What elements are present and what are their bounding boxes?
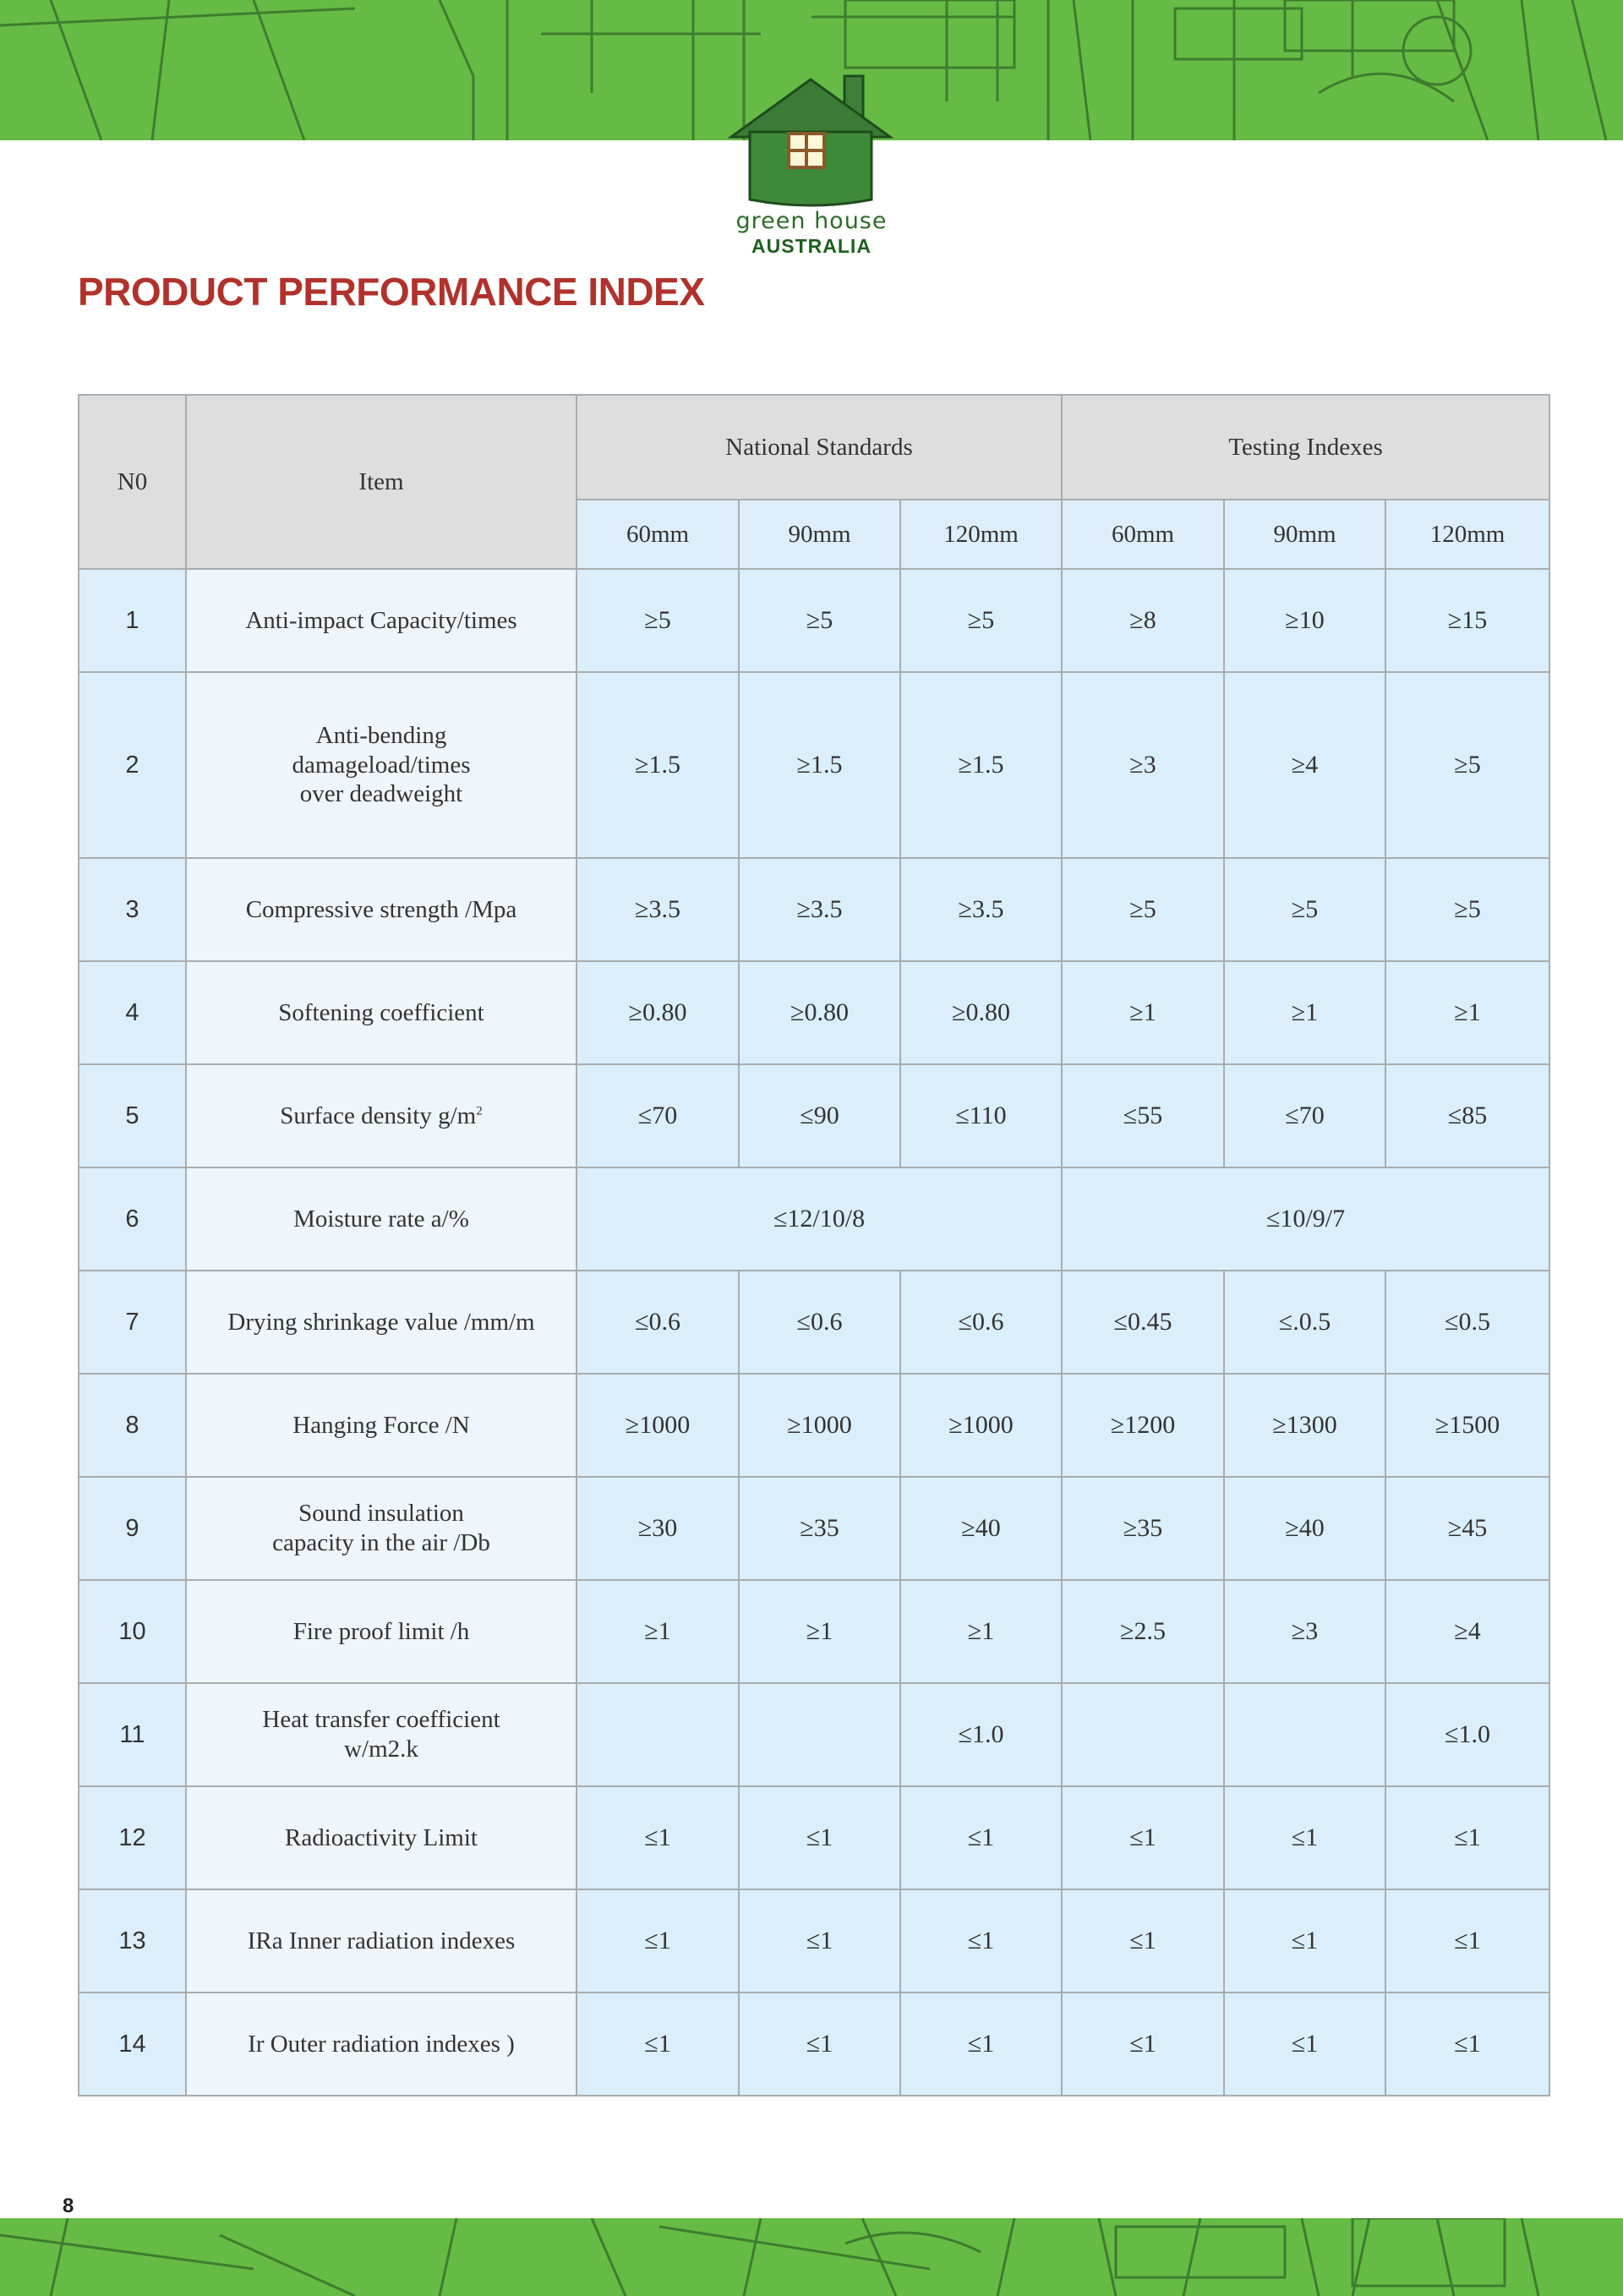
brand-region: AUSTRALIA (751, 235, 872, 257)
value-cell: ≤1 (900, 1786, 1062, 1889)
value-cell: ≥1500 (1385, 1374, 1549, 1477)
row-item: Ir Outer radiation indexes ) (186, 1993, 577, 2096)
value-cell: ≤1.0 (900, 1683, 1062, 1786)
brand-logo (714, 73, 909, 260)
table-row (79, 1889, 1549, 1993)
value-cell: ≤1 (1385, 1786, 1549, 1889)
value-cell (1224, 1683, 1385, 1786)
value-cell: ≤.0.5 (1224, 1271, 1385, 1374)
value-cell: ≤1 (900, 1993, 1062, 2096)
value-cell: ≥3.5 (739, 858, 900, 961)
table-row (79, 1167, 1549, 1271)
value-cell: ≥5 (577, 569, 739, 672)
row-number: 14 (79, 1993, 186, 2096)
value-cell: ≤0.5 (1385, 1271, 1549, 1374)
value-cell: ≤1 (900, 1889, 1062, 1993)
value-cell: ≤85 (1385, 1064, 1549, 1167)
value-cell: ≥5 (1385, 858, 1549, 961)
header-size: 90mm (739, 500, 900, 569)
table-row (79, 961, 1549, 1064)
value-cell: ≥1 (1224, 961, 1385, 1064)
row-item (186, 1477, 577, 1580)
value-cell: ≤1 (1062, 1889, 1224, 1993)
value-cell: ≤55 (1062, 1064, 1224, 1167)
value-cell-merged: ≤10/9/7 (1062, 1167, 1549, 1271)
value-cell: ≥3.5 (900, 858, 1062, 961)
value-cell: ≥5 (900, 569, 1062, 672)
row-item (186, 1683, 577, 1786)
table-row (79, 672, 1549, 858)
row-number: 7 (79, 1271, 186, 1374)
row-item: Hanging Force /N (186, 1374, 577, 1477)
value-cell: ≤1 (1385, 1993, 1549, 2096)
value-cell: ≥30 (577, 1477, 739, 1580)
row-item-line: damageload/times (292, 751, 471, 779)
value-cell: ≥1 (577, 1580, 739, 1683)
value-cell: ≤1 (1385, 1889, 1549, 1993)
row-item-line: capacity in the air /Db (272, 1529, 490, 1556)
row-item-text: Surface density g/m (280, 1102, 477, 1129)
page-number: 8 (63, 2195, 74, 2217)
value-cell: ≤1 (739, 1993, 900, 2096)
row-number: 12 (79, 1786, 186, 1889)
header-size: 120mm (1385, 500, 1549, 569)
table-row (79, 1683, 1549, 1786)
row-item-line: w/m2.k (344, 1736, 418, 1763)
value-cell: ≤1 (577, 1993, 739, 2096)
header-testing-indexes: Testing Indexes (1062, 395, 1549, 500)
value-cell: ≤1 (1224, 1786, 1385, 1889)
row-item-line: Heat transfer coefficient (262, 1706, 500, 1734)
value-cell: ≤1 (577, 1786, 739, 1889)
header-national-standards: National Standards (577, 395, 1062, 500)
value-cell-merged: ≤12/10/8 (577, 1167, 1062, 1271)
value-cell: ≥3 (1224, 1580, 1385, 1683)
value-cell: ≥1000 (739, 1374, 900, 1477)
value-cell: ≤0.45 (1062, 1271, 1224, 1374)
row-item: IRa Inner radiation indexes (186, 1889, 577, 1993)
row-item: Compressive strength /Mpa (186, 858, 577, 961)
table-row (79, 1271, 1549, 1374)
table-row (79, 1064, 1549, 1167)
value-cell: ≥1200 (1062, 1374, 1224, 1477)
page-title: PRODUCT PERFORMANCE INDEX (78, 270, 705, 314)
row-item (186, 672, 577, 858)
value-cell: ≥2.5 (1062, 1580, 1224, 1683)
value-cell: ≥10 (1224, 569, 1385, 672)
value-cell: ≤0.6 (577, 1271, 739, 1374)
value-cell: ≤90 (739, 1064, 900, 1167)
table-row (79, 1374, 1549, 1477)
table-row (79, 1786, 1549, 1889)
value-cell: ≥1.5 (739, 672, 900, 858)
value-cell: ≤70 (577, 1064, 739, 1167)
value-cell: ≤0.6 (900, 1271, 1062, 1374)
row-number: 5 (79, 1064, 186, 1167)
row-item-line: Sound insulation (298, 1500, 464, 1528)
row-number: 8 (79, 1374, 186, 1477)
value-cell: ≤1 (1062, 1993, 1224, 2096)
header-no: N0 (79, 395, 186, 569)
row-item-superscript: 2 (476, 1103, 483, 1118)
row-number: 6 (79, 1167, 186, 1271)
row-number: 11 (79, 1683, 186, 1786)
table-row (79, 858, 1549, 961)
row-number: 9 (79, 1477, 186, 1580)
value-cell (1062, 1683, 1224, 1786)
table-row (79, 569, 1549, 672)
value-cell: ≤1 (1062, 1786, 1224, 1889)
row-number: 3 (79, 858, 186, 961)
value-cell: ≤1 (1224, 1993, 1385, 2096)
brand-name: green house (735, 208, 888, 234)
value-cell: ≤0.6 (739, 1271, 900, 1374)
value-cell: ≥35 (739, 1477, 900, 1580)
value-cell: ≤110 (900, 1064, 1062, 1167)
header-item: Item (186, 395, 577, 569)
row-item: Fire proof limit /h (186, 1580, 577, 1683)
value-cell: ≥40 (1224, 1477, 1385, 1580)
value-cell: ≥1 (739, 1580, 900, 1683)
value-cell: ≥1.5 (577, 672, 739, 858)
row-item-line: Anti-bending (315, 721, 447, 749)
value-cell: ≥0.80 (577, 961, 739, 1064)
row-item (186, 1064, 577, 1167)
value-cell: ≥1.5 (900, 672, 1062, 858)
row-item: Softening coefficient (186, 961, 577, 1064)
header-size: 60mm (577, 500, 739, 569)
value-cell: ≥45 (1385, 1477, 1549, 1580)
value-cell: ≥0.80 (900, 961, 1062, 1064)
row-number: 2 (79, 672, 186, 858)
value-cell: ≥1000 (900, 1374, 1062, 1477)
value-cell: ≥5 (1385, 672, 1549, 858)
row-number: 13 (79, 1889, 186, 1993)
table-row (79, 1477, 1549, 1580)
value-cell: ≤1 (1224, 1889, 1385, 1993)
value-cell: ≥1000 (577, 1374, 739, 1477)
value-cell: ≤1 (739, 1786, 900, 1889)
value-cell: ≥4 (1224, 672, 1385, 858)
table-row (79, 1993, 1549, 2096)
value-cell: ≥5 (1224, 858, 1385, 961)
row-item: Moisture rate a/% (186, 1167, 577, 1271)
header-size: 90mm (1224, 500, 1385, 569)
row-number: 10 (79, 1580, 186, 1683)
value-cell: ≤1 (577, 1889, 739, 1993)
value-cell: ≥35 (1062, 1477, 1224, 1580)
value-cell: ≥1 (1385, 961, 1549, 1064)
value-cell: ≤70 (1224, 1064, 1385, 1167)
blueprint-pattern-bottom (0, 2218, 1623, 2296)
header-size: 60mm (1062, 500, 1224, 569)
value-cell: ≥3.5 (577, 858, 739, 961)
value-cell: ≥4 (1385, 1580, 1549, 1683)
value-cell: ≥1 (1062, 961, 1224, 1064)
value-cell: ≥8 (1062, 569, 1224, 672)
row-item: Anti-impact Capacity/times (186, 569, 577, 672)
value-cell: ≥1 (900, 1580, 1062, 1683)
value-cell: ≥1300 (1224, 1374, 1385, 1477)
value-cell: ≥5 (1062, 858, 1224, 961)
row-number: 4 (79, 961, 186, 1064)
value-cell (739, 1683, 900, 1786)
value-cell: ≥15 (1385, 569, 1549, 672)
performance-table (78, 394, 1550, 2096)
value-cell: ≥5 (739, 569, 900, 672)
value-cell (577, 1683, 739, 1786)
value-cell: ≤1 (739, 1889, 900, 1993)
green-house-icon (726, 73, 895, 208)
value-cell: ≥40 (900, 1477, 1062, 1580)
value-cell: ≥0.80 (739, 961, 900, 1064)
bottom-banner (0, 2218, 1623, 2296)
row-number: 1 (79, 569, 186, 672)
value-cell: ≥3 (1062, 672, 1224, 858)
table-row (79, 1580, 1549, 1683)
value-cell: ≤1.0 (1385, 1683, 1549, 1786)
row-item: Radioactivity Limit (186, 1786, 577, 1889)
row-item-line: over deadweight (299, 780, 463, 808)
row-item: Drying shrinkage value /mm/m (186, 1271, 577, 1374)
header-size: 120mm (900, 500, 1062, 569)
